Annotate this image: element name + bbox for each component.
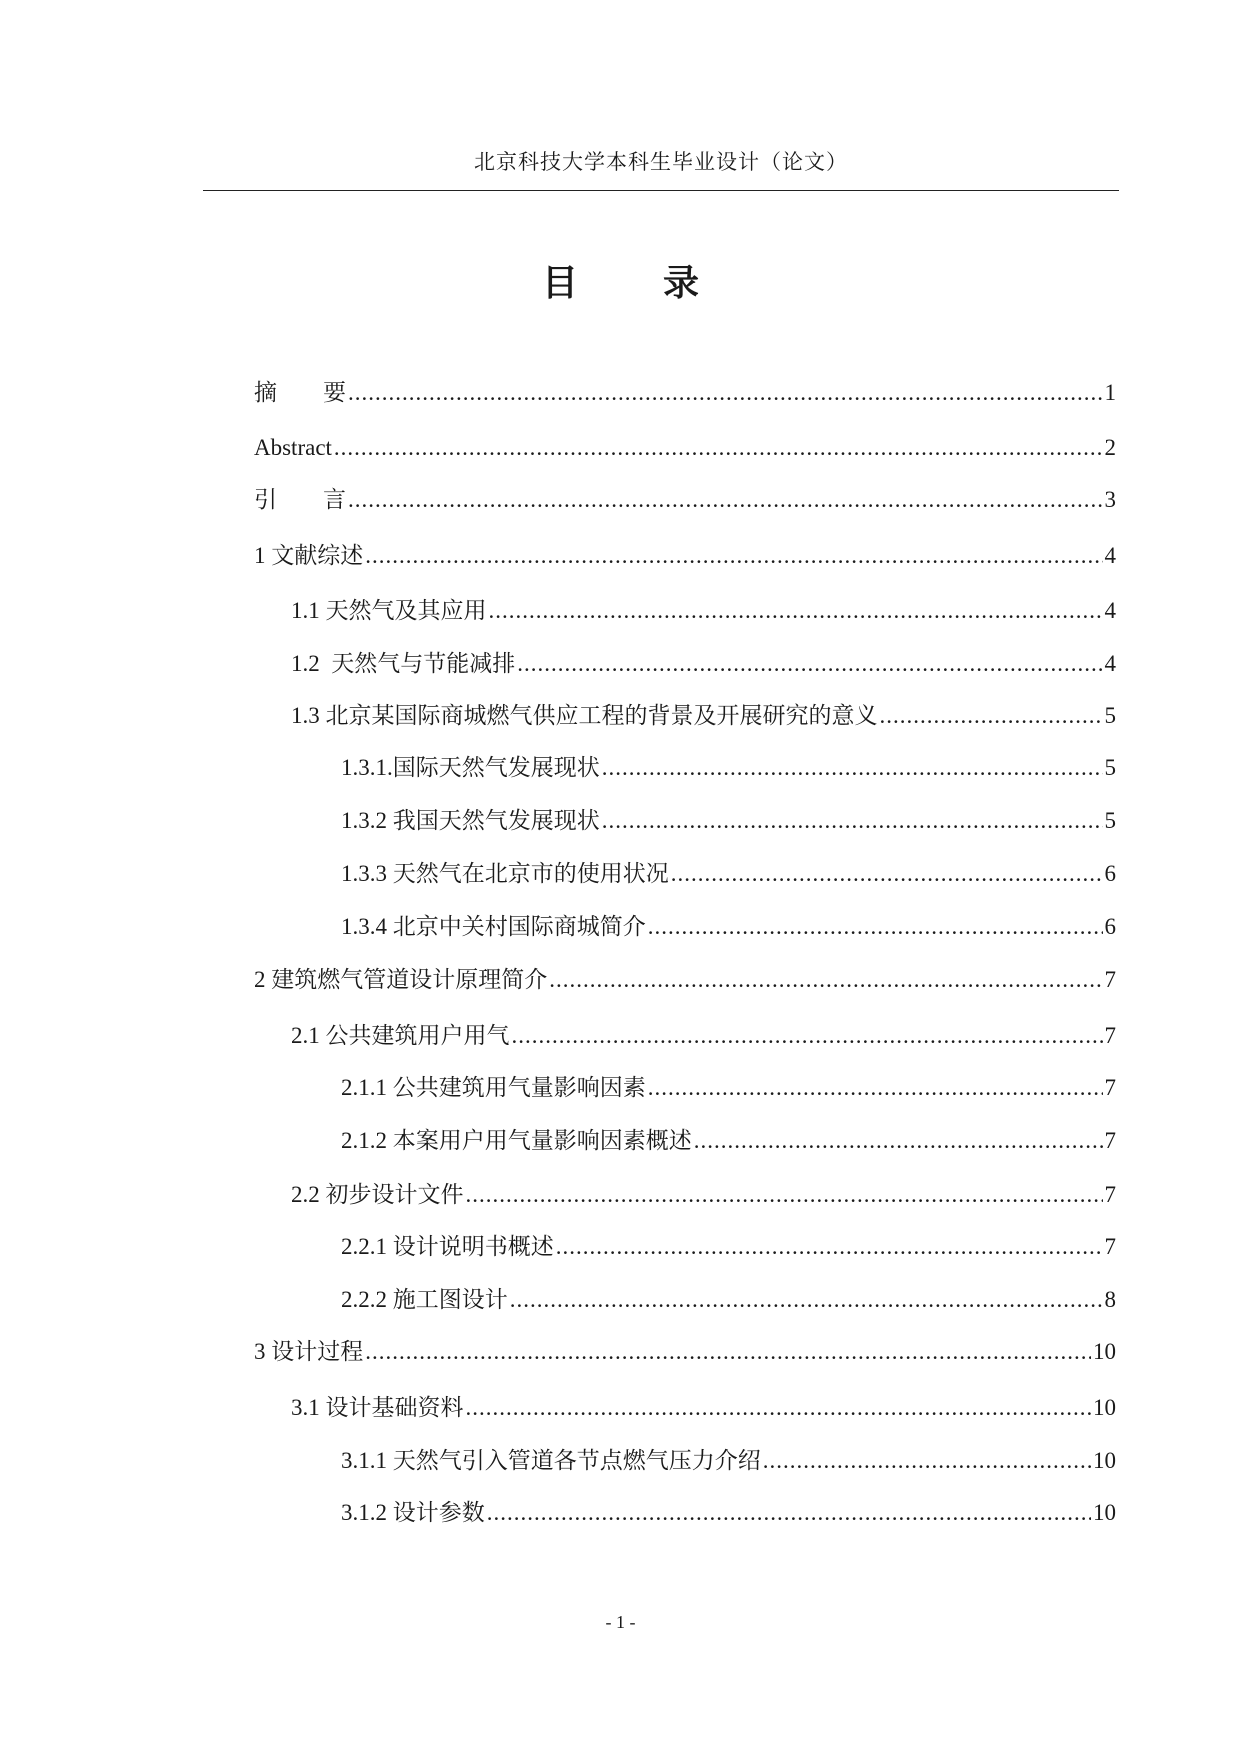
- toc-entry[interactable]: [291, 1393, 1116, 1423]
- toc-leader: [602, 753, 1103, 783]
- toc-leader: [671, 859, 1103, 889]
- toc-entry[interactable]: [341, 1126, 1116, 1156]
- toc-entry-page: 10: [1093, 1448, 1116, 1473]
- toc-entry-page: 10: [1093, 1500, 1116, 1525]
- toc-leader: [489, 596, 1103, 626]
- toc-entry-label: 2.1 公共建筑用户用气: [291, 1023, 510, 1048]
- toc-entry-label: 2 建筑燃气管道设计原理简介: [254, 967, 548, 992]
- toc-leader: [517, 649, 1102, 679]
- toc-entry-label: 2.2 初步设计文件: [291, 1182, 464, 1207]
- toc-entry-page: 7: [1104, 1023, 1116, 1048]
- toc-leader: [556, 1232, 1103, 1262]
- toc-entry-label: 3 设计过程: [254, 1339, 364, 1364]
- toc-entry-label: 1.3.1.国际天然气发展现状: [341, 755, 600, 780]
- toc-entry[interactable]: [341, 912, 1116, 942]
- toc-leader: [466, 1393, 1092, 1423]
- toc-entry-page: 7: [1104, 1234, 1116, 1259]
- page-number: - 1 -: [605, 1612, 636, 1632]
- toc-leader: [334, 433, 1103, 463]
- toc-leader: [487, 1498, 1091, 1528]
- toc-entry[interactable]: [341, 1498, 1116, 1528]
- toc-entry-label: 2.1.2 本案用户用气量影响因素概述: [341, 1128, 692, 1153]
- toc-entry-page: 10: [1093, 1395, 1116, 1420]
- toc-entry[interactable]: [254, 485, 1116, 515]
- toc-title-char-2: 录: [663, 263, 700, 303]
- toc-entry-label: 3.1 设计基础资料: [291, 1395, 464, 1420]
- toc-leader: [648, 1073, 1103, 1103]
- toc-entry-page: 4: [1104, 598, 1116, 623]
- toc-leader: [365, 1337, 1091, 1367]
- toc-entry[interactable]: [254, 1337, 1116, 1367]
- toc-entry-page: 6: [1104, 861, 1116, 886]
- toc-leader: [602, 806, 1103, 836]
- toc-entry[interactable]: [291, 1180, 1116, 1210]
- toc-entry-page: 7: [1104, 1075, 1116, 1100]
- toc-leader: [694, 1126, 1103, 1156]
- toc-entry-page: 3: [1104, 487, 1116, 512]
- toc-entry[interactable]: [341, 1073, 1116, 1103]
- toc-entry-label: 摘 要: [254, 380, 346, 405]
- toc-entry-label: 1.1 天然气及其应用: [291, 598, 487, 623]
- toc-entry[interactable]: [341, 753, 1116, 783]
- toc-entry-label: 3.1.2 设计参数: [341, 1500, 485, 1525]
- toc-entry[interactable]: [291, 649, 1116, 679]
- toc-entry-page: 7: [1104, 967, 1116, 992]
- toc-entry-page: 5: [1104, 703, 1116, 728]
- toc-entry-label: 2.1.1 公共建筑用气量影响因素: [341, 1075, 646, 1100]
- page-header: 北京科技大学本科生毕业设计（论文）: [474, 150, 848, 174]
- toc-entry-label: 1.3.4 北京中关村国际商城简介: [341, 914, 646, 939]
- toc-leader: [466, 1180, 1103, 1210]
- toc-entry[interactable]: [254, 378, 1116, 408]
- toc-entry[interactable]: [291, 1021, 1116, 1051]
- toc-title-char-1: 目: [541, 263, 578, 303]
- toc-entry-page: 7: [1104, 1128, 1116, 1153]
- toc-entry-page: 5: [1104, 808, 1116, 833]
- toc-entry[interactable]: [341, 1285, 1116, 1315]
- toc-entry-label: 1.3 北京某国际商城燃气供应工程的背景及开展研究的意义: [291, 703, 878, 728]
- toc-entry-label: 1.2 天然气与节能减排: [291, 651, 516, 676]
- toc-entry-label: 1 文献综述: [254, 543, 364, 568]
- toc-entry[interactable]: [341, 859, 1116, 889]
- toc-entry[interactable]: [291, 596, 1116, 626]
- toc-leader: [348, 378, 1103, 408]
- toc-entry-page: 7: [1104, 1182, 1116, 1207]
- toc-entry-label: 引 言: [254, 487, 346, 512]
- toc-leader: [648, 912, 1103, 942]
- toc-leader: [365, 541, 1102, 571]
- toc-entry-label: 2.2.1 设计说明书概述: [341, 1234, 554, 1259]
- toc-leader: [348, 485, 1103, 515]
- toc-entry[interactable]: [341, 1446, 1116, 1476]
- toc-entry[interactable]: [291, 701, 1116, 731]
- toc-entry-label: 2.2.2 施工图设计: [341, 1287, 508, 1312]
- toc-leader: [763, 1446, 1091, 1476]
- toc-entry[interactable]: [254, 433, 1116, 463]
- toc-entry-page: 5: [1104, 755, 1116, 780]
- toc-entry-page: 8: [1104, 1287, 1116, 1312]
- toc-leader: [549, 965, 1102, 995]
- toc-leader: [880, 701, 1103, 731]
- toc-entry-label: Abstract: [254, 435, 332, 460]
- toc-entry-page: 1: [1104, 380, 1116, 405]
- toc-entry[interactable]: [341, 806, 1116, 836]
- toc-entry-label: 1.3.2 我国天然气发展现状: [341, 808, 600, 833]
- toc-entry-page: 6: [1104, 914, 1116, 939]
- toc-entry[interactable]: [254, 965, 1116, 995]
- toc-entry-label: 1.3.3 天然气在北京市的使用状况: [341, 861, 669, 886]
- toc-entry-page: 2: [1104, 435, 1116, 460]
- toc-entry[interactable]: [254, 541, 1116, 571]
- toc-leader: [512, 1021, 1103, 1051]
- toc-entry-label: 3.1.1 天然气引入管道各节点燃气压力介绍: [341, 1448, 761, 1473]
- toc-entry-page: 4: [1104, 651, 1116, 676]
- toc-entry[interactable]: [341, 1232, 1116, 1262]
- toc-leader: [510, 1285, 1103, 1315]
- toc-entry-page: 4: [1104, 543, 1116, 568]
- toc-entry-page: 10: [1093, 1339, 1116, 1364]
